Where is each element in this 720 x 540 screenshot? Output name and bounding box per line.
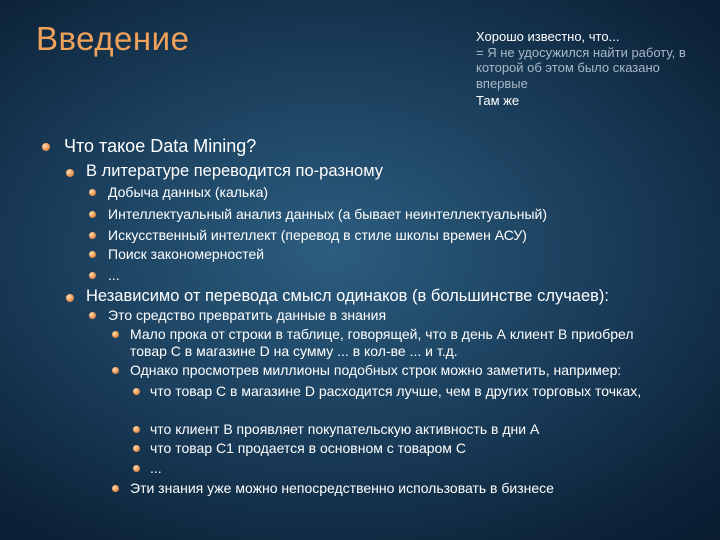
bullet-item (108, 206, 547, 223)
bullet-item (108, 307, 386, 324)
bullet-text: Эти знания уже можно непосредственно использовать в бизнесе (130, 480, 554, 496)
bullet-item (150, 383, 670, 400)
quote-block (476, 29, 706, 109)
bullet-text: что товар С1 продается в основном с товаром С (150, 440, 466, 456)
bullet-item (108, 246, 264, 263)
bullet-text: Это средство превратить данные в знания (108, 307, 387, 323)
bullet-item (108, 184, 268, 201)
bullet-text: ... (108, 267, 120, 283)
bullet-icon (133, 465, 140, 472)
bullet-item (64, 136, 256, 157)
quote-line-3: Там же (476, 93, 520, 108)
bullet-icon (89, 272, 96, 279)
bullet-item (86, 162, 383, 181)
bullet-item (130, 326, 650, 359)
bullet-item (130, 362, 621, 379)
quote-line-2: = Я не удосужился найти работу, в которой об этом было сказано впервые (476, 44, 686, 91)
bullet-icon (133, 445, 140, 452)
bullet-icon (112, 331, 119, 338)
quote-line-1: Хорошо известно, что... (476, 29, 620, 44)
bullet-icon (89, 232, 96, 239)
bullet-item (130, 480, 554, 497)
bullet-icon (66, 169, 74, 177)
bullet-icon (89, 312, 96, 319)
bullet-item (108, 227, 527, 244)
bullet-icon (89, 211, 96, 218)
bullet-text: что товар С в магазине D расходится лучше, чем в других торговых точках, (150, 383, 642, 399)
bullet-text: Мало прока от строки в таблице, говорящей, что в день А клиент В приобрел товар С в магазине D на сумму ... в кол-ве ... и т.д. (130, 326, 634, 359)
bullet-icon (133, 388, 140, 395)
bullet-icon (112, 485, 119, 492)
bullet-text: Поиск закономерностей (108, 246, 265, 262)
bullet-text: что клиент В проявляет покупательскую активность в дни А (150, 421, 540, 437)
bullet-text: Независимо от перевода смысл одинаков (в большинстве случаев): (86, 287, 609, 305)
bullet-item (108, 267, 120, 284)
bullet-icon (42, 143, 50, 151)
bullet-text: Однако просмотрев миллионы подобных строк можно заметить, например: (130, 362, 622, 378)
bullet-text: Что такое Data Mining? (64, 136, 257, 156)
slide-title: Введение (36, 20, 190, 57)
bullet-icon (112, 367, 119, 374)
bullet-item (86, 287, 609, 306)
bullet-icon (66, 294, 74, 302)
bullet-icon (89, 189, 96, 196)
bullet-text: ... (150, 460, 162, 476)
bullet-text: Добыча данных (калька) (108, 184, 269, 200)
bullet-icon (89, 251, 96, 258)
bullet-item (150, 460, 162, 477)
bullet-text: Интеллектуальный анализ данных (а бывает неинтеллектуальный) (108, 206, 548, 222)
bullet-item (150, 440, 466, 457)
bullet-text: Искусственный интеллект (перевод в стиле школы времен АСУ) (108, 227, 527, 243)
bullet-text: В литературе переводится по-разному (86, 162, 383, 180)
bullet-item (150, 421, 539, 438)
bullet-icon (133, 426, 140, 433)
